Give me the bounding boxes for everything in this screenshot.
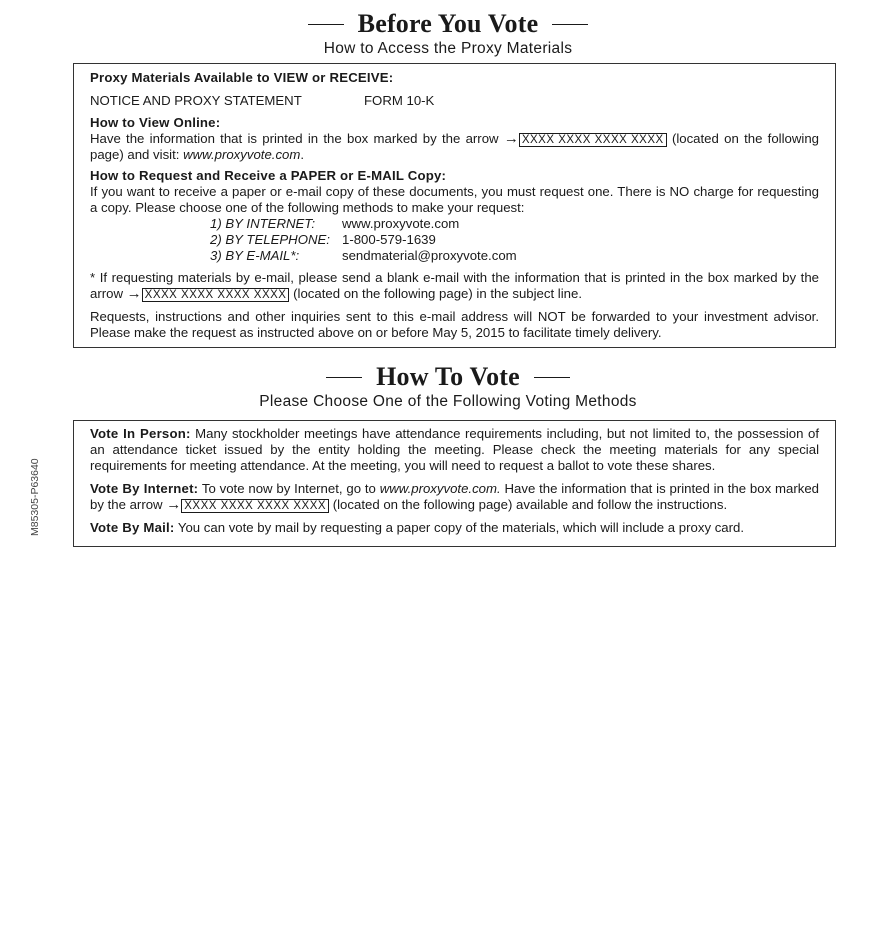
material-form-10k: FORM 10-K	[364, 93, 435, 108]
vote-by-mail-label: Vote By Mail:	[90, 520, 175, 535]
title-rule-left	[308, 24, 344, 25]
control-number-box: XXXX XXXX XXXX XXXX	[519, 133, 667, 147]
proxyvote-link[interactable]: www.proxyvote.com.	[379, 481, 501, 496]
method-value-phone[interactable]: 1-800-579-1639	[342, 232, 436, 247]
section-title: How To Vote	[376, 362, 520, 391]
email-note-text-after: (located on the following page) in the subject line.	[293, 286, 582, 301]
section-subtitle: Please Choose One of the Following Voting Methods	[259, 393, 637, 410]
arrow-icon: →	[126, 285, 142, 302]
email-note-text-before: * If requesting materials by e-mail, please send a blank e-mail with the information that is printed in the box marked by the arrow	[90, 270, 819, 301]
method-value-url[interactable]: www.proxyvote.com	[342, 216, 460, 231]
arrow-icon: →	[503, 130, 519, 147]
method-label: 3) BY E-MAIL*:	[210, 248, 300, 263]
proxy-access-box	[73, 63, 836, 348]
how-to-vote-header	[0, 363, 896, 411]
view-online-text-before: Have the information that is printed in the box marked by the arrow	[90, 131, 499, 146]
proxyvote-link[interactable]: www.proxyvote.com	[183, 147, 301, 162]
vote-by-mail	[90, 520, 819, 536]
request-copy-heading: How to Request and Receive a PAPER or E-MAIL Copy:	[90, 168, 447, 183]
control-number-box: XXXX XXXX XXXX XXXX	[142, 288, 290, 302]
vote-by-internet-text-after: (located on the following page) available and follow the instructions.	[332, 497, 728, 512]
view-online-heading: How to View Online:	[90, 115, 221, 130]
vote-in-person	[90, 426, 819, 474]
view-online-text	[90, 131, 819, 163]
vote-by-internet-label: Vote By Internet:	[90, 481, 199, 496]
document-code: M85305-P63640	[29, 458, 41, 536]
request-method-internet	[210, 216, 819, 232]
before-you-vote-header	[0, 10, 896, 58]
voting-methods-box	[73, 420, 836, 547]
material-proxy-statement: NOTICE AND PROXY STATEMENT	[90, 93, 302, 108]
request-copy-text: If you want to receive a paper or e-mail copy of these documents, you must request one. There is NO charge for requesting a copy. Please choose one of the following methods to make your request:	[90, 184, 819, 215]
page-title: Before You Vote	[357, 9, 539, 38]
vote-by-internet-text-mid: Have the information that is printed in the box marked by the arrow	[90, 481, 820, 512]
method-value-email[interactable]: sendmaterial@proxyvote.com	[342, 248, 517, 263]
requests-note: Requests, instructions and other inquiries sent to this e-mail address will NOT be forwarded to your investment advisor. Please make the request as instructed above on or before May 5, 2015 to facilitate timely delivery.	[90, 309, 819, 340]
available-heading: Proxy Materials Available to VIEW or RECEIVE:	[90, 70, 394, 85]
vote-by-internet	[90, 481, 819, 513]
request-method-telephone	[210, 232, 819, 248]
title-rule-left	[326, 377, 362, 378]
method-label: 2) BY TELEPHONE:	[210, 232, 330, 247]
materials-list	[90, 93, 819, 109]
vote-by-mail-text: You can vote by mail by requesting a paper copy of the materials, which will include a proxy card.	[177, 520, 745, 535]
request-methods-list	[210, 216, 819, 264]
vote-in-person-label: Vote In Person:	[90, 426, 191, 441]
request-method-email	[210, 248, 819, 264]
arrow-icon: →	[166, 496, 182, 513]
title-rule-right	[552, 24, 588, 25]
view-online-text-after: (located on the following page) and visit:	[90, 131, 819, 162]
control-number-box: XXXX XXXX XXXX XXXX	[181, 499, 329, 513]
page-subtitle: How to Access the Proxy Materials	[323, 40, 573, 57]
method-label: 1) BY INTERNET:	[210, 216, 316, 231]
vote-by-internet-text-before: To vote now by Internet, go to	[201, 481, 376, 496]
view-online-period: .	[300, 147, 305, 162]
title-rule-right	[534, 377, 570, 378]
email-note	[90, 270, 819, 302]
vote-in-person-text: Many stockholder meetings have attendance requirements including, but not limited to, the possession of an attendance ticket issued by the entity holding the meeting. Please check the meeting materials for any special requirements for meeting attendance. At the meeting, you will need to request a ballot to vote these shares.	[90, 426, 820, 473]
